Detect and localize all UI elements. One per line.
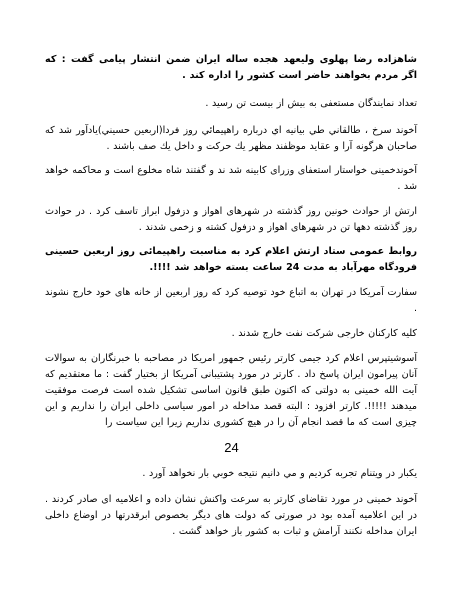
paragraph-army-regret: ارتش از حوادث خونین روز گذشته در شهرهای اهواز و دزفول ابراز تاسف کرد . در حوادث روز گذشته دهها تن در شهرهای اهواز و دزفول کشته و زخمی شدند . <box>45 206 417 233</box>
paragraph-vietnam-experience: یکبار در ویتنام تجربه کردیم و مي دانيم نتيجه خوبي بار نخواهد آورد . <box>142 468 417 479</box>
paragraph-us-embassy: سفارت آمریکا در تهران به اتباع خود توصیه کرد که روز اربعین از خانه های خود خارج نشوند . <box>45 287 417 314</box>
paragraph-resigned-deputies: تعداد نمایندگان مستعفی به بیش از بیست تن رسید . <box>205 98 417 109</box>
page-number: 24 <box>224 440 239 455</box>
paragraph-khomeini-demand: آخوندخمینی خواستار استعفای وزرای کابینه شد ند و گفتند شاه مخلوع است و محاکمه خواهد شد . <box>45 165 417 192</box>
paragraph-reza-pahlavi: شاهزاده رضا پهلوی ولیعهد هجده ساله ایران ضمن انتشار پیامی گفت : که اگر مردم بخواهند حاضر است کشور را اداره کند . <box>45 54 417 81</box>
paragraph-taleghani-statement: آخوند سرخ ، طالقاني طي بيانيه اي درباره راهپيمائي روز فردا(اربعين حسيني)يادآور شد كه صاحبان هرگونه آرا و عقايد موظفند مظهر يك حركت و داخل يك صف باشند . <box>45 125 417 152</box>
paragraph-khomeini-response: آخوند خمینی در مورد تقاضای کارتر به سرعت واکنش نشان داده و اعلامیه ای صادر کردند . در این اعلامیه آمده بود در صورتی که دولت های دیگر بخصوص ابرقدرتها در اوضاع داخلی ایران مداخله نکنند آرامش و ثبات به کشور باز خواهد گشت . <box>45 494 417 537</box>
paragraph-airport-closure: روابط عمومی ستاد ارتش اعلام کرد به مناسبت راهپیمائی روز اربعین حسینی فرودگاه مهرآباد به مدت 24 ساعت بسته خواهد شد !!!!. <box>45 246 417 273</box>
paragraph-oil-staff: کلیه کارکنان خارجی شرکت نفت خارج شدند . <box>231 328 417 339</box>
paragraph-carter-interview: آسوشیتپرس اعلام کرد جیمی کارتر رئیس جمهور امریکا در مصاحبه با خبرنگاران به سوالات آنان پیرامون ایران پاسخ داد . کارتر در مورد پشتیبانی آمریکا از بختیار گفت : ما معتقدیم که آیت الله خمینی به دولتی که اکنون طبق قانون اساسی تشکیل شده است فرصت موفقیت میدهند !!!!!. کارتر افزود : البته قصد مداخله در امور سیاسی داخلی ایران را نداریم و این چیزی است که ما قصد انجام آن را در هیچ کشوری نداریم زیرا این سیاست را <box>45 353 417 428</box>
